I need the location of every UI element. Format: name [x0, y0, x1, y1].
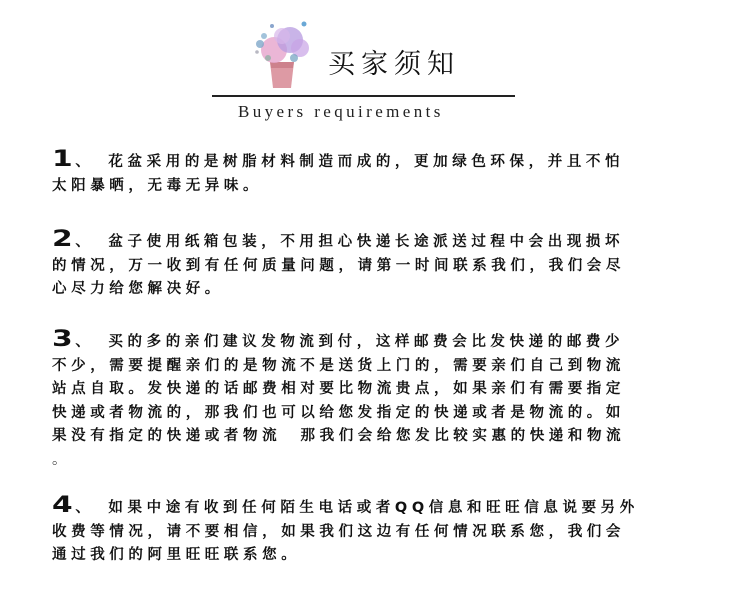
item-text-line: 果没有指定的快递或者物流 那我们会给您发比较实惠的快递和物流 [52, 428, 626, 444]
item-text-line: 快递或者物流的，那我们也可以给您发指定的快递或者是物流的。如 [52, 404, 625, 421]
notice-item-3 [52, 328, 702, 472]
header [0, 0, 750, 130]
notice-item-2 [52, 228, 702, 302]
item-text-line: 如果中途有收到任何陌生电话或者QQ信息和旺旺信息说要另外 [108, 500, 639, 516]
item-text-line: 太阳暴晒，无毒无异味。 [52, 177, 263, 194]
page-title: 买家须知 [328, 49, 460, 80]
item-text-line: 花盆采用的是树脂材料制造而成的，更加绿色环保，并且不怕 [108, 154, 625, 170]
item-text-line: 盆子使用纸箱包装，不用担心快递长途派送过程中会出现损坏 [108, 234, 625, 250]
flower-vase-icon [248, 14, 316, 90]
item-text-line: 不少，需要提醒亲们的是物流不是送货上门的，需要亲们自己到物流 [52, 357, 625, 374]
item-number: 4 [52, 493, 73, 518]
item-text-line: 通过我们的阿里旺旺联系您。 [52, 547, 301, 563]
item-text-line: 站点自取。发快递的话邮费相对要比物流贵点，如果亲们有需要指定 [52, 381, 625, 397]
item-text-line: 买的多的亲们建议发物流到付，这样邮费会比发快递的邮费少 [108, 334, 625, 350]
item-number: 2 [52, 227, 73, 252]
title-divider [212, 95, 515, 97]
item-separator: 、 [75, 154, 95, 170]
item-separator: 、 [75, 500, 95, 516]
item-separator: 、 [75, 234, 95, 250]
item-text-line: 心尽力给您解决好。 [52, 281, 224, 297]
item-text-line: 。 [52, 451, 72, 468]
page-subtitle: Buyers requirements [238, 102, 444, 121]
item-separator: 、 [75, 334, 95, 350]
item-text-line: 收费等情况，请不要相信，如果我们这边有任何情况联系您，我们会 [52, 523, 625, 540]
item-text-line: 的情况，万一收到有任何质量问题，请第一时间联系我们，我们会尽 [52, 257, 625, 274]
item-number: 3 [52, 327, 73, 352]
item-number: 1 [52, 147, 73, 172]
notice-item-4 [52, 494, 702, 568]
notice-item-1 [52, 148, 702, 198]
